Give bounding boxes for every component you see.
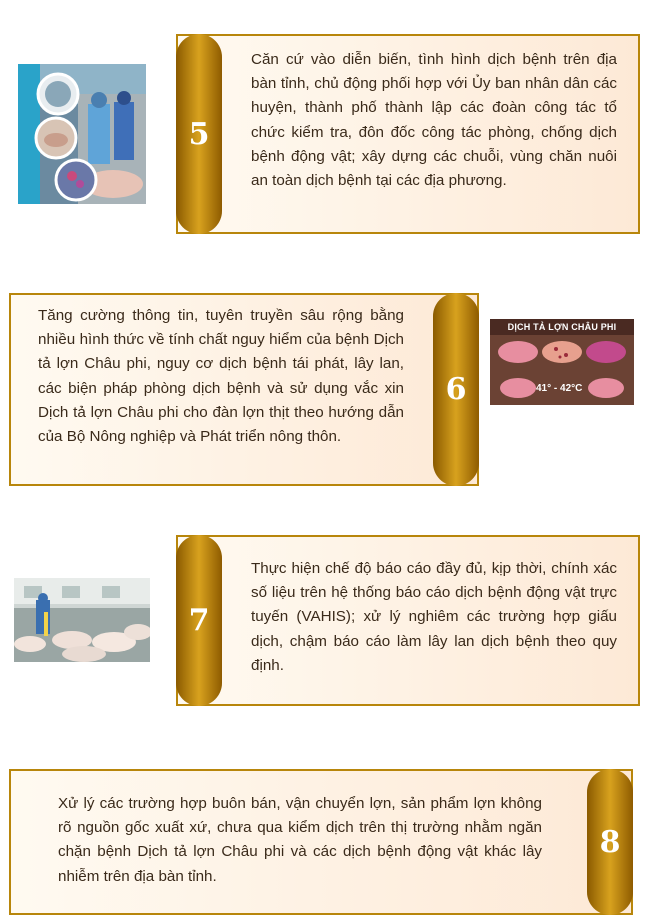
measure-text-7: Thực hiện chế độ báo cáo đầy đủ, kịp thời, chính xác số liệu trên hệ thống báo cáo dịch bệnh động vật trực tuyến (VAHIS); xử lý nghiêm các trường hợp giấu dịch, chậm báo cáo làm lây lan dịch bệnh theo quy định. — [251, 560, 617, 674]
infographic-temperature: 41° - 42°C — [536, 383, 583, 394]
number-label-6: 6 — [445, 372, 467, 407]
number-badge-8 — [587, 769, 633, 915]
measure-card-5 — [176, 34, 640, 234]
number-badge-6 — [433, 293, 479, 486]
measure-text-5: Căn cứ vào diễn biến, tình hình dịch bệnh trên địa bàn tỉnh, chủ động phối hợp với Ủy ban nhân dân các huyện, thành phố thành lập các đoàn công tác tổ chức kiểm tra, đôn đốc công tác phòng, chống dịch bệnh động vật; xây dựng các chuỗi, vùng chăn nuôi an toàn dịch bệnh tại các địa phương. — [251, 51, 617, 190]
number-badge-7 — [176, 535, 222, 706]
number-badge-5 — [176, 34, 222, 234]
number-label-7: 7 — [188, 603, 210, 638]
african-swine-fever-infographic — [490, 319, 634, 405]
measure-text-8: Xử lý các trường hợp buôn bán, vận chuyển lợn, sản phẩm lợn không rõ nguồn gốc xuất xứ, chưa qua kiểm dịch trên thị trường nhằm ngăn chặn bệnh Dịch tả lợn Châu phi và các dịch bệnh động vật khác lây nhiễm trên địa bàn tỉnh. — [58, 795, 542, 885]
number-label-8: 8 — [599, 824, 621, 860]
infographic-title: DỊCH TẢ LỢN CHÂU PHI — [507, 322, 617, 332]
vet-inspection-photo — [18, 64, 146, 204]
measure-card-8 — [9, 769, 633, 915]
measure-card-7 — [176, 535, 640, 706]
measure-card-6 — [9, 293, 479, 486]
pig-farm-disinfection-photo — [14, 578, 150, 662]
measure-text-6: Tăng cường thông tin, tuyên truyền sâu rộng bằng nhiều hình thức về tính chất nguy hiểm của bệnh Dịch tả lợn Châu phi, nguy cơ dịch bệnh tái phát, lây lan, các biện pháp phòng dịch bệnh và sử dụng vắc xin Dịch tả lợn Châu phi cho đàn lợn thịt theo hướng dẫn của Bộ Nông nghiệp và Phát triển nông thôn. — [38, 307, 404, 446]
number-label-5: 5 — [188, 116, 210, 152]
